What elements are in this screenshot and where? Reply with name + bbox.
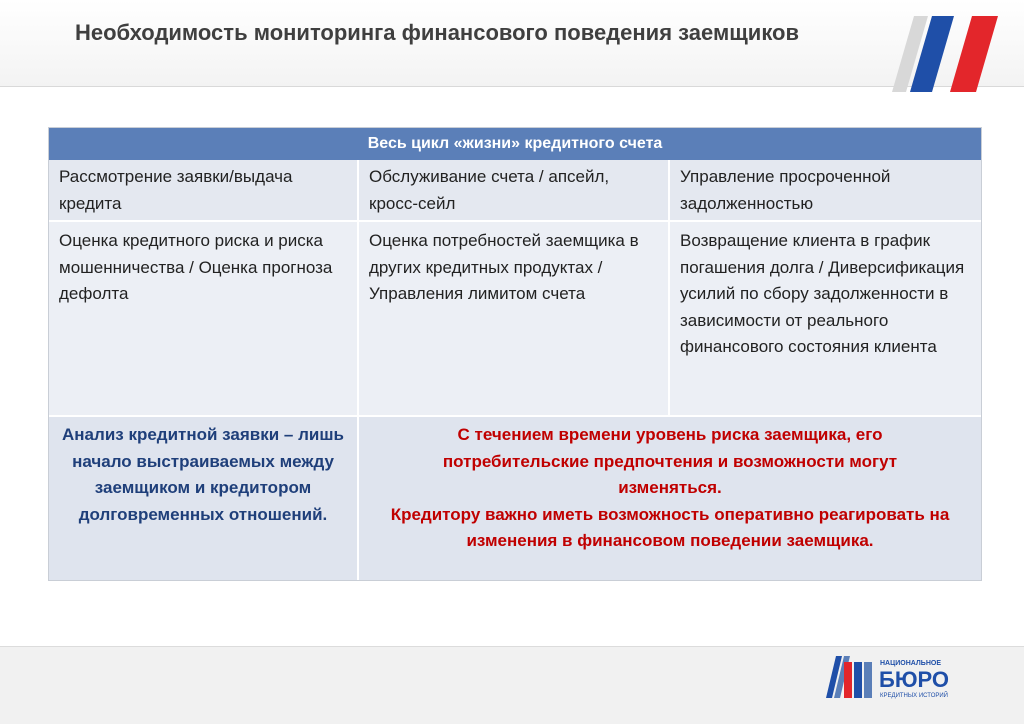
column-application: Рассмотрение заявки/выдача кредита bbox=[49, 160, 359, 220]
detail-collections: Возвращение клиента в график погашения долга / Диверсификация усилий по сбору задолженности в зависимости от реального финансового состояния клиента bbox=[670, 220, 981, 415]
conclusion-right-part1: С течением времени уровень риска заемщика, его потребительские предпочтения и возможности могут изменяться. bbox=[442, 425, 898, 497]
page-title: Необходимость мониторинга финансового поведения заемщиков bbox=[75, 20, 800, 45]
flag-stripe-red bbox=[950, 16, 998, 92]
books-icon bbox=[826, 656, 872, 698]
table-row bbox=[49, 160, 981, 220]
logo-line3: КРЕДИТНЫХ ИСТОРИЙ bbox=[880, 693, 948, 699]
detail-application: Оценка кредитного риска и риска мошенничества / Оценка прогноза дефолта bbox=[49, 220, 359, 415]
column-servicing: Обслуживание счета / апсейл, кросс-сейл bbox=[359, 160, 670, 220]
column-collections: Управление просроченной задолженностью bbox=[670, 160, 981, 220]
conclusion-right bbox=[359, 415, 981, 580]
detail-servicing: Оценка потребностей заемщика в других кредитных продуктах / Управления лимитом счета bbox=[359, 220, 670, 415]
table-row bbox=[49, 415, 981, 580]
conclusion-left: Анализ кредитной заявки – лишь начало выстраиваемых между заемщиком и кредитором долговременных отношений. bbox=[49, 415, 359, 580]
table-row bbox=[49, 220, 981, 415]
logo-line2: БЮРО bbox=[879, 667, 949, 692]
nbki-logo bbox=[822, 648, 962, 708]
tricolor-flag-icon bbox=[884, 10, 1006, 92]
lifecycle-table bbox=[48, 127, 982, 581]
logo-line1: НАЦИОНАЛЬНОЕ bbox=[880, 660, 942, 667]
table-header: Весь цикл «жизни» кредитного счета bbox=[49, 128, 981, 160]
conclusion-right-part2: Кредитору важно иметь возможность оперативно реагировать на изменения в финансовом поведении заемщика. bbox=[390, 504, 950, 550]
